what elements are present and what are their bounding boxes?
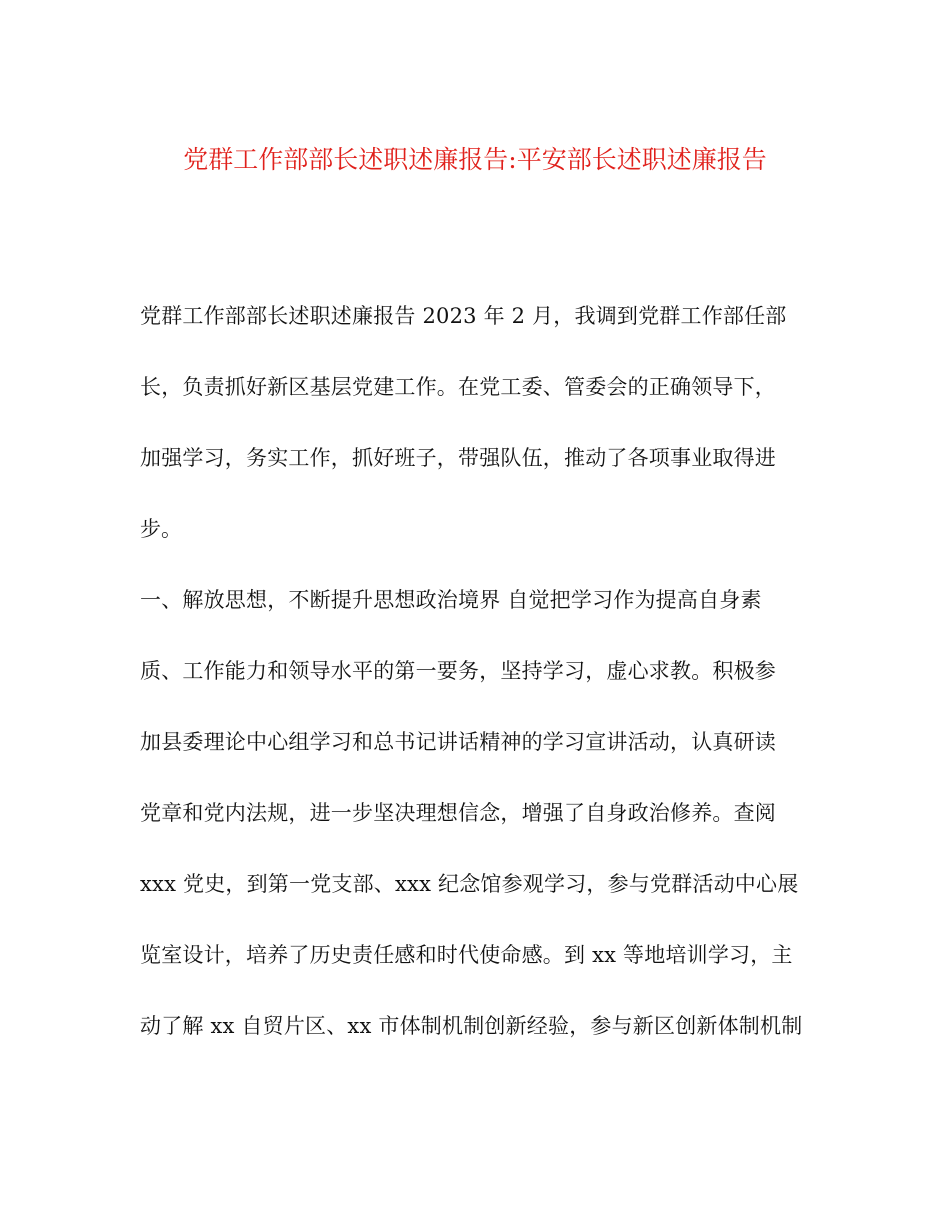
body-line: 质、工作能力和领导水平的第一要务，坚持学习，虚心求教。积极参 xyxy=(140,659,776,683)
body-line: xxx 党史，到第一党支部、xxx 纪念馆参观学习，参与党群活动中心展 xyxy=(140,872,799,896)
body-line: 步。 xyxy=(140,517,182,541)
body-line: 一、解放思想，不断提升思想政治境界 自觉把学习作为提高自身素 xyxy=(140,588,762,612)
document-title: 党群工作部部长述职述廉报告:平安部长述职述廉报告 xyxy=(183,145,767,174)
body-line: 长，负责抓好新区基层党建工作。在党工委、管委会的正确领导下， xyxy=(140,375,776,399)
body-line: 览室设计，培养了历史责任感和时代使命感。到 xx 等地培训学习，主 xyxy=(140,943,793,967)
body-line: 党群工作部部长述职述廉报告 2023 年 2 月，我调到党群工作部任部 xyxy=(140,304,787,328)
body-line: 加县委理论中心组学习和总书记讲话精神的学习宣讲活动，认真研读 xyxy=(140,730,776,754)
body-line: 加强学习，务实工作，抓好班子，带强队伍，推动了各项事业取得进 xyxy=(140,446,776,470)
body-line: 党章和党内法规，进一步坚决理想信念，增强了自身政治修养。查阅 xyxy=(140,801,776,825)
document-body xyxy=(140,296,820,1077)
body-line: 动了解 xx 自贸片区、xx 市体制机制创新经验，参与新区创新体制机制 xyxy=(140,1014,803,1038)
